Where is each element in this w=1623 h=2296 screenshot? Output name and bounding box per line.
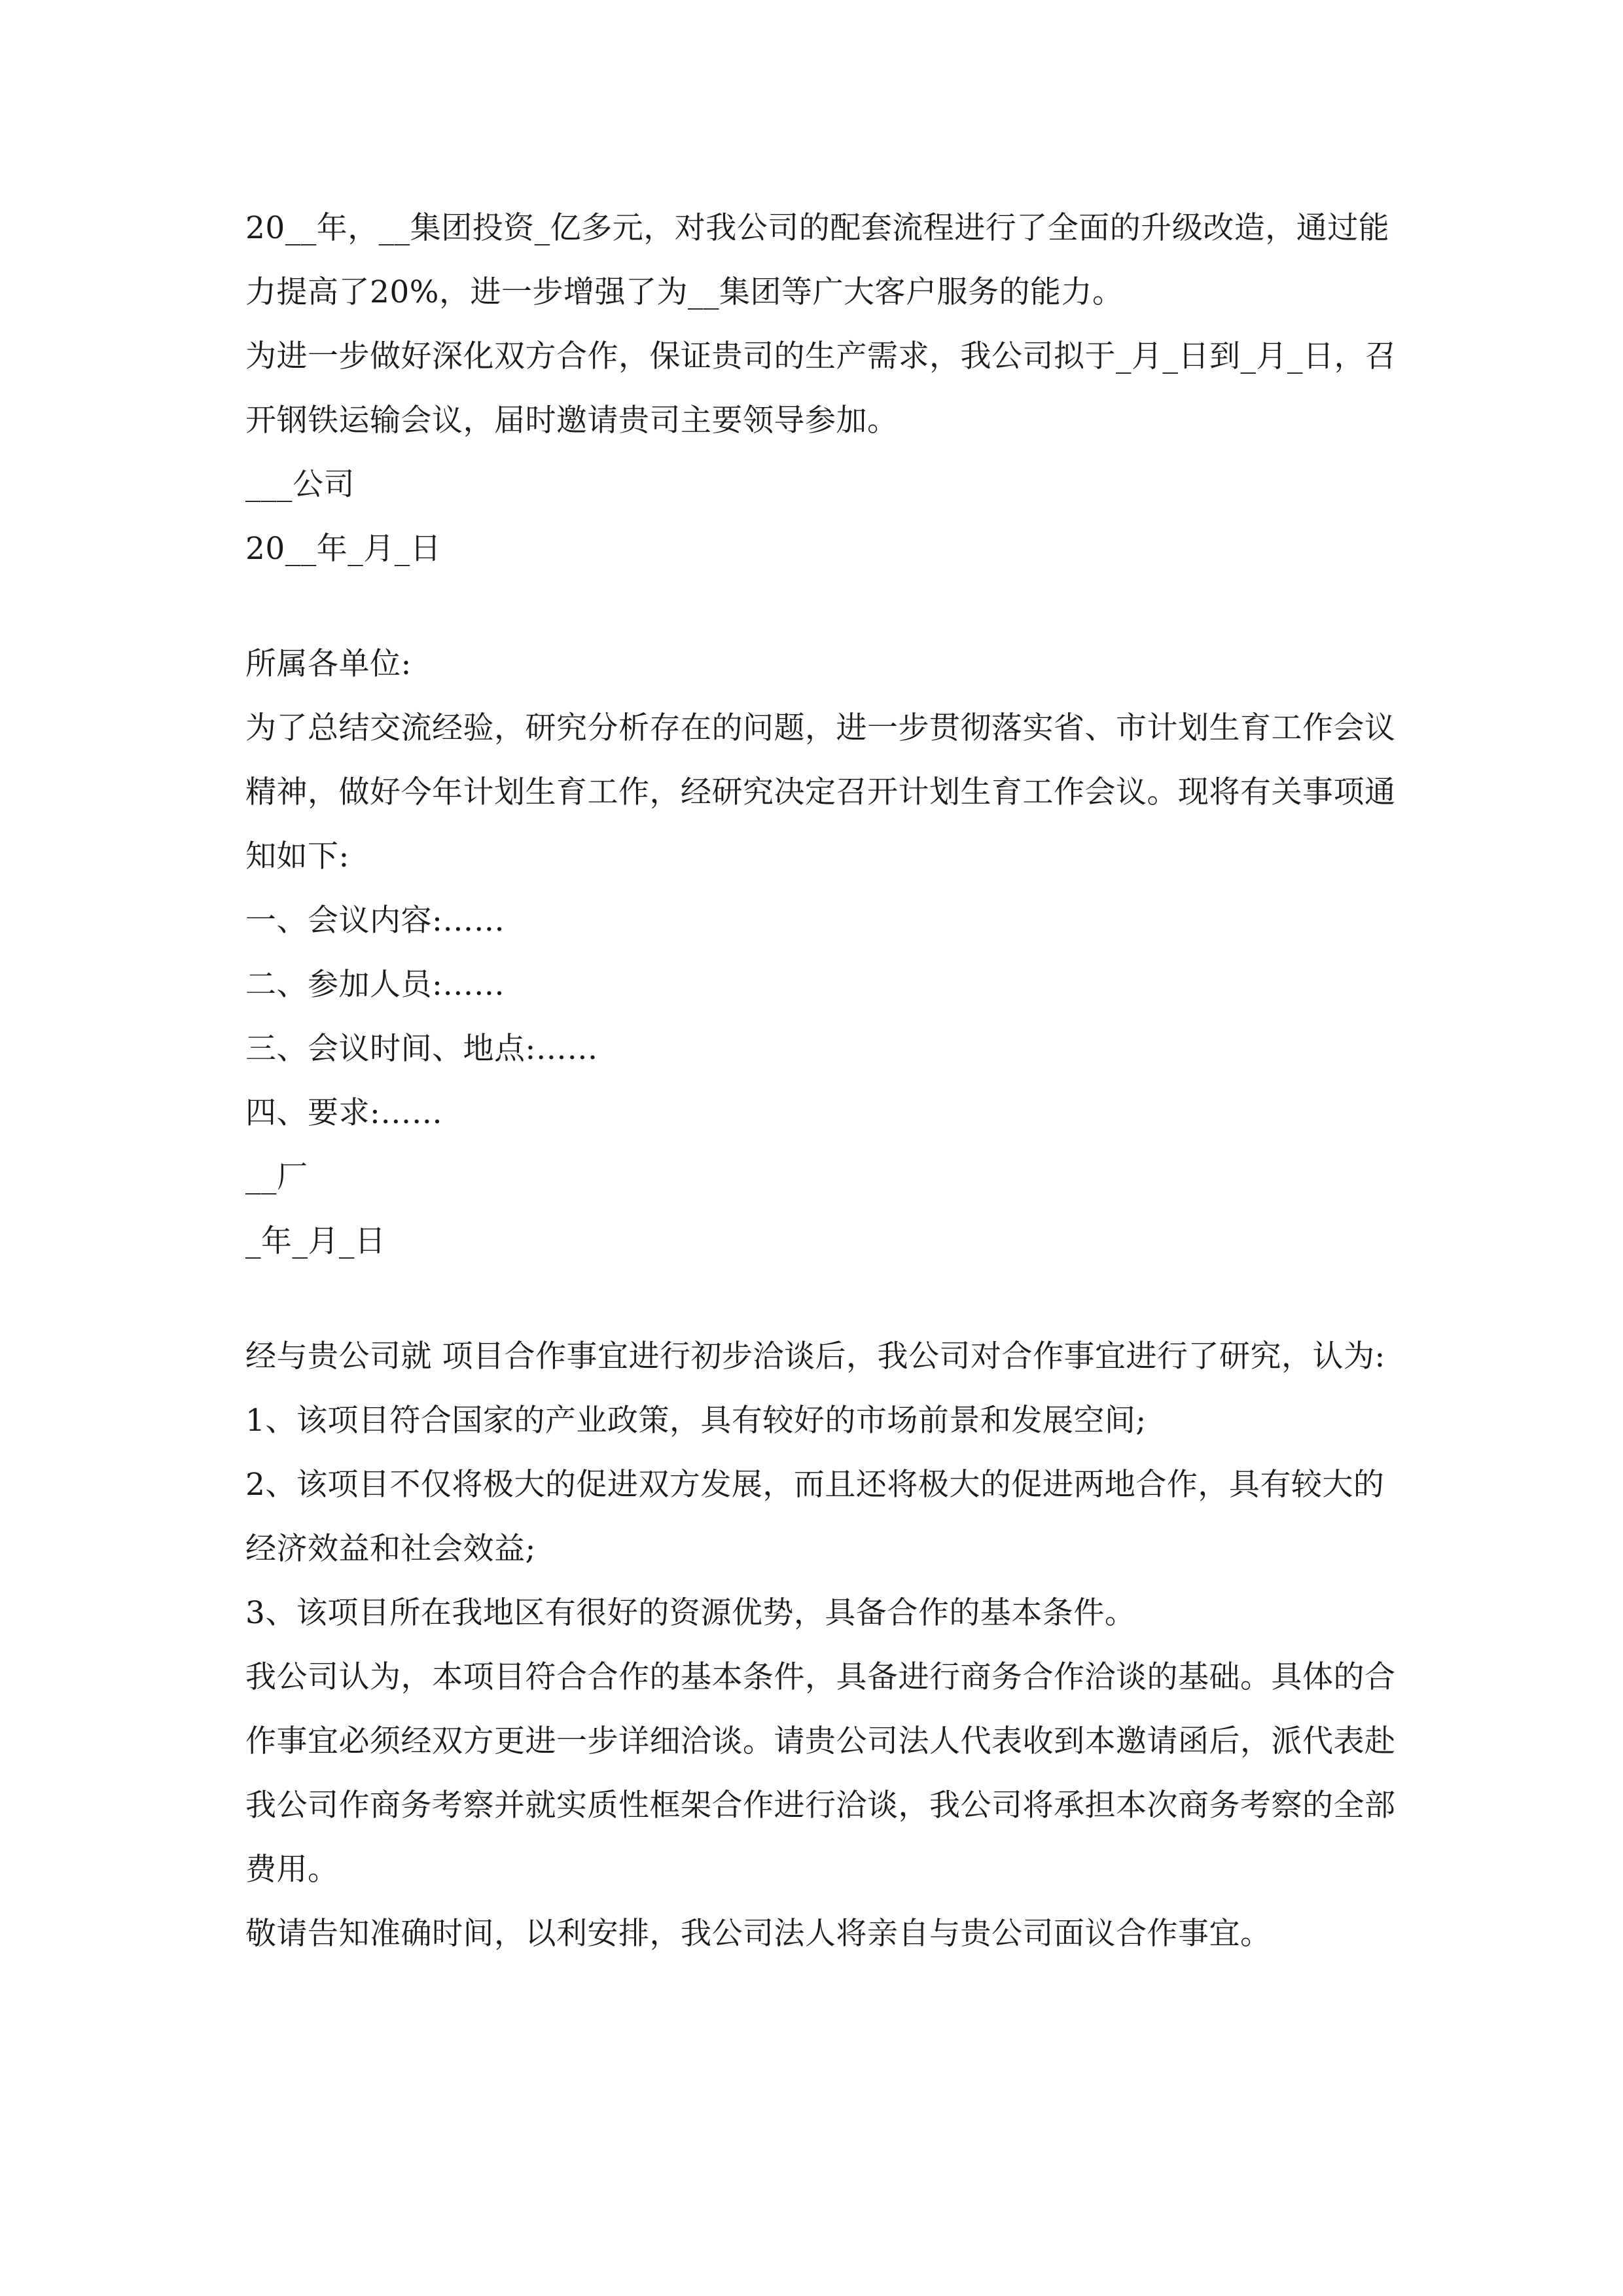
- section-invitation-transport-meeting: [245, 196, 1397, 581]
- list-item: 一、会议内容:……: [245, 903, 505, 939]
- list-item: 四、要求:……: [245, 1095, 443, 1131]
- paragraph: 20__年，__集团投资_亿多元，对我公司的配套流程进行了全面的升级改造，通过能力提高了20%，进一步增强了为__集团等广大客户服务的能力。: [245, 210, 1390, 310]
- signature-date: 20__年_月_日: [245, 531, 442, 567]
- list-item: 3、该项目所在我地区有很好的资源优势，具备合作的基本条件。: [245, 1595, 1136, 1631]
- document-body: [245, 196, 1397, 1966]
- signature-factory: __厂: [245, 1159, 308, 1195]
- list-item: 2、该项目不仅将极大的促进双方发展，而且还将极大的促进两地合作，具有较大的经济效益和社会效益;: [245, 1467, 1385, 1567]
- list-item: 1、该项目符合国家的产业政策，具有较好的市场前景和发展空间;: [245, 1403, 1147, 1439]
- section-gap: [245, 1274, 1397, 1325]
- section-family-planning-notice: [245, 632, 1397, 1274]
- section-gap: [245, 581, 1397, 632]
- paragraph: 敬请告知准确时间，以利安排，我公司法人将亲自与贵公司面议合作事宜。: [245, 1916, 1272, 1952]
- paragraph: 为进一步做好深化双方合作，保证贵司的生产需求，我公司拟于_月_日到_月_日，召开钢铁运输会议，届时邀请贵司主要领导参加。: [245, 338, 1397, 439]
- signature-company: ___公司: [245, 467, 355, 503]
- list-item: 三、会议时间、地点:……: [245, 1031, 598, 1067]
- paragraph: 经与贵公司就 项目合作事宜进行初步洽谈后，我公司对合作事宜进行了研究，认为:: [245, 1338, 1385, 1374]
- signature-date: _年_月_日: [245, 1223, 386, 1259]
- section-cooperation-invitation: [245, 1325, 1397, 1966]
- paragraph: 我公司认为，本项目符合合作的基本条件，具备进行商务合作洽谈的基础。具体的合作事宜必须经双方更进一步详细洽谈。请贵公司法人代表收到本邀请函后，派代表赴我公司作商务考察并就实质性框架合作进行洽谈，我公司将承担本次商务考察的全部费用。: [245, 1659, 1396, 1888]
- paragraph: 为了总结交流经验，研究分析存在的问题，进一步贯彻落实省、市计划生育工作会议精神，做好今年计划生育工作，经研究决定召开计划生育工作会议。现将有关事项通知如下:: [245, 710, 1396, 874]
- list-item: 二、参加人员:……: [245, 967, 505, 1003]
- salutation: 所属各单位:: [245, 646, 412, 682]
